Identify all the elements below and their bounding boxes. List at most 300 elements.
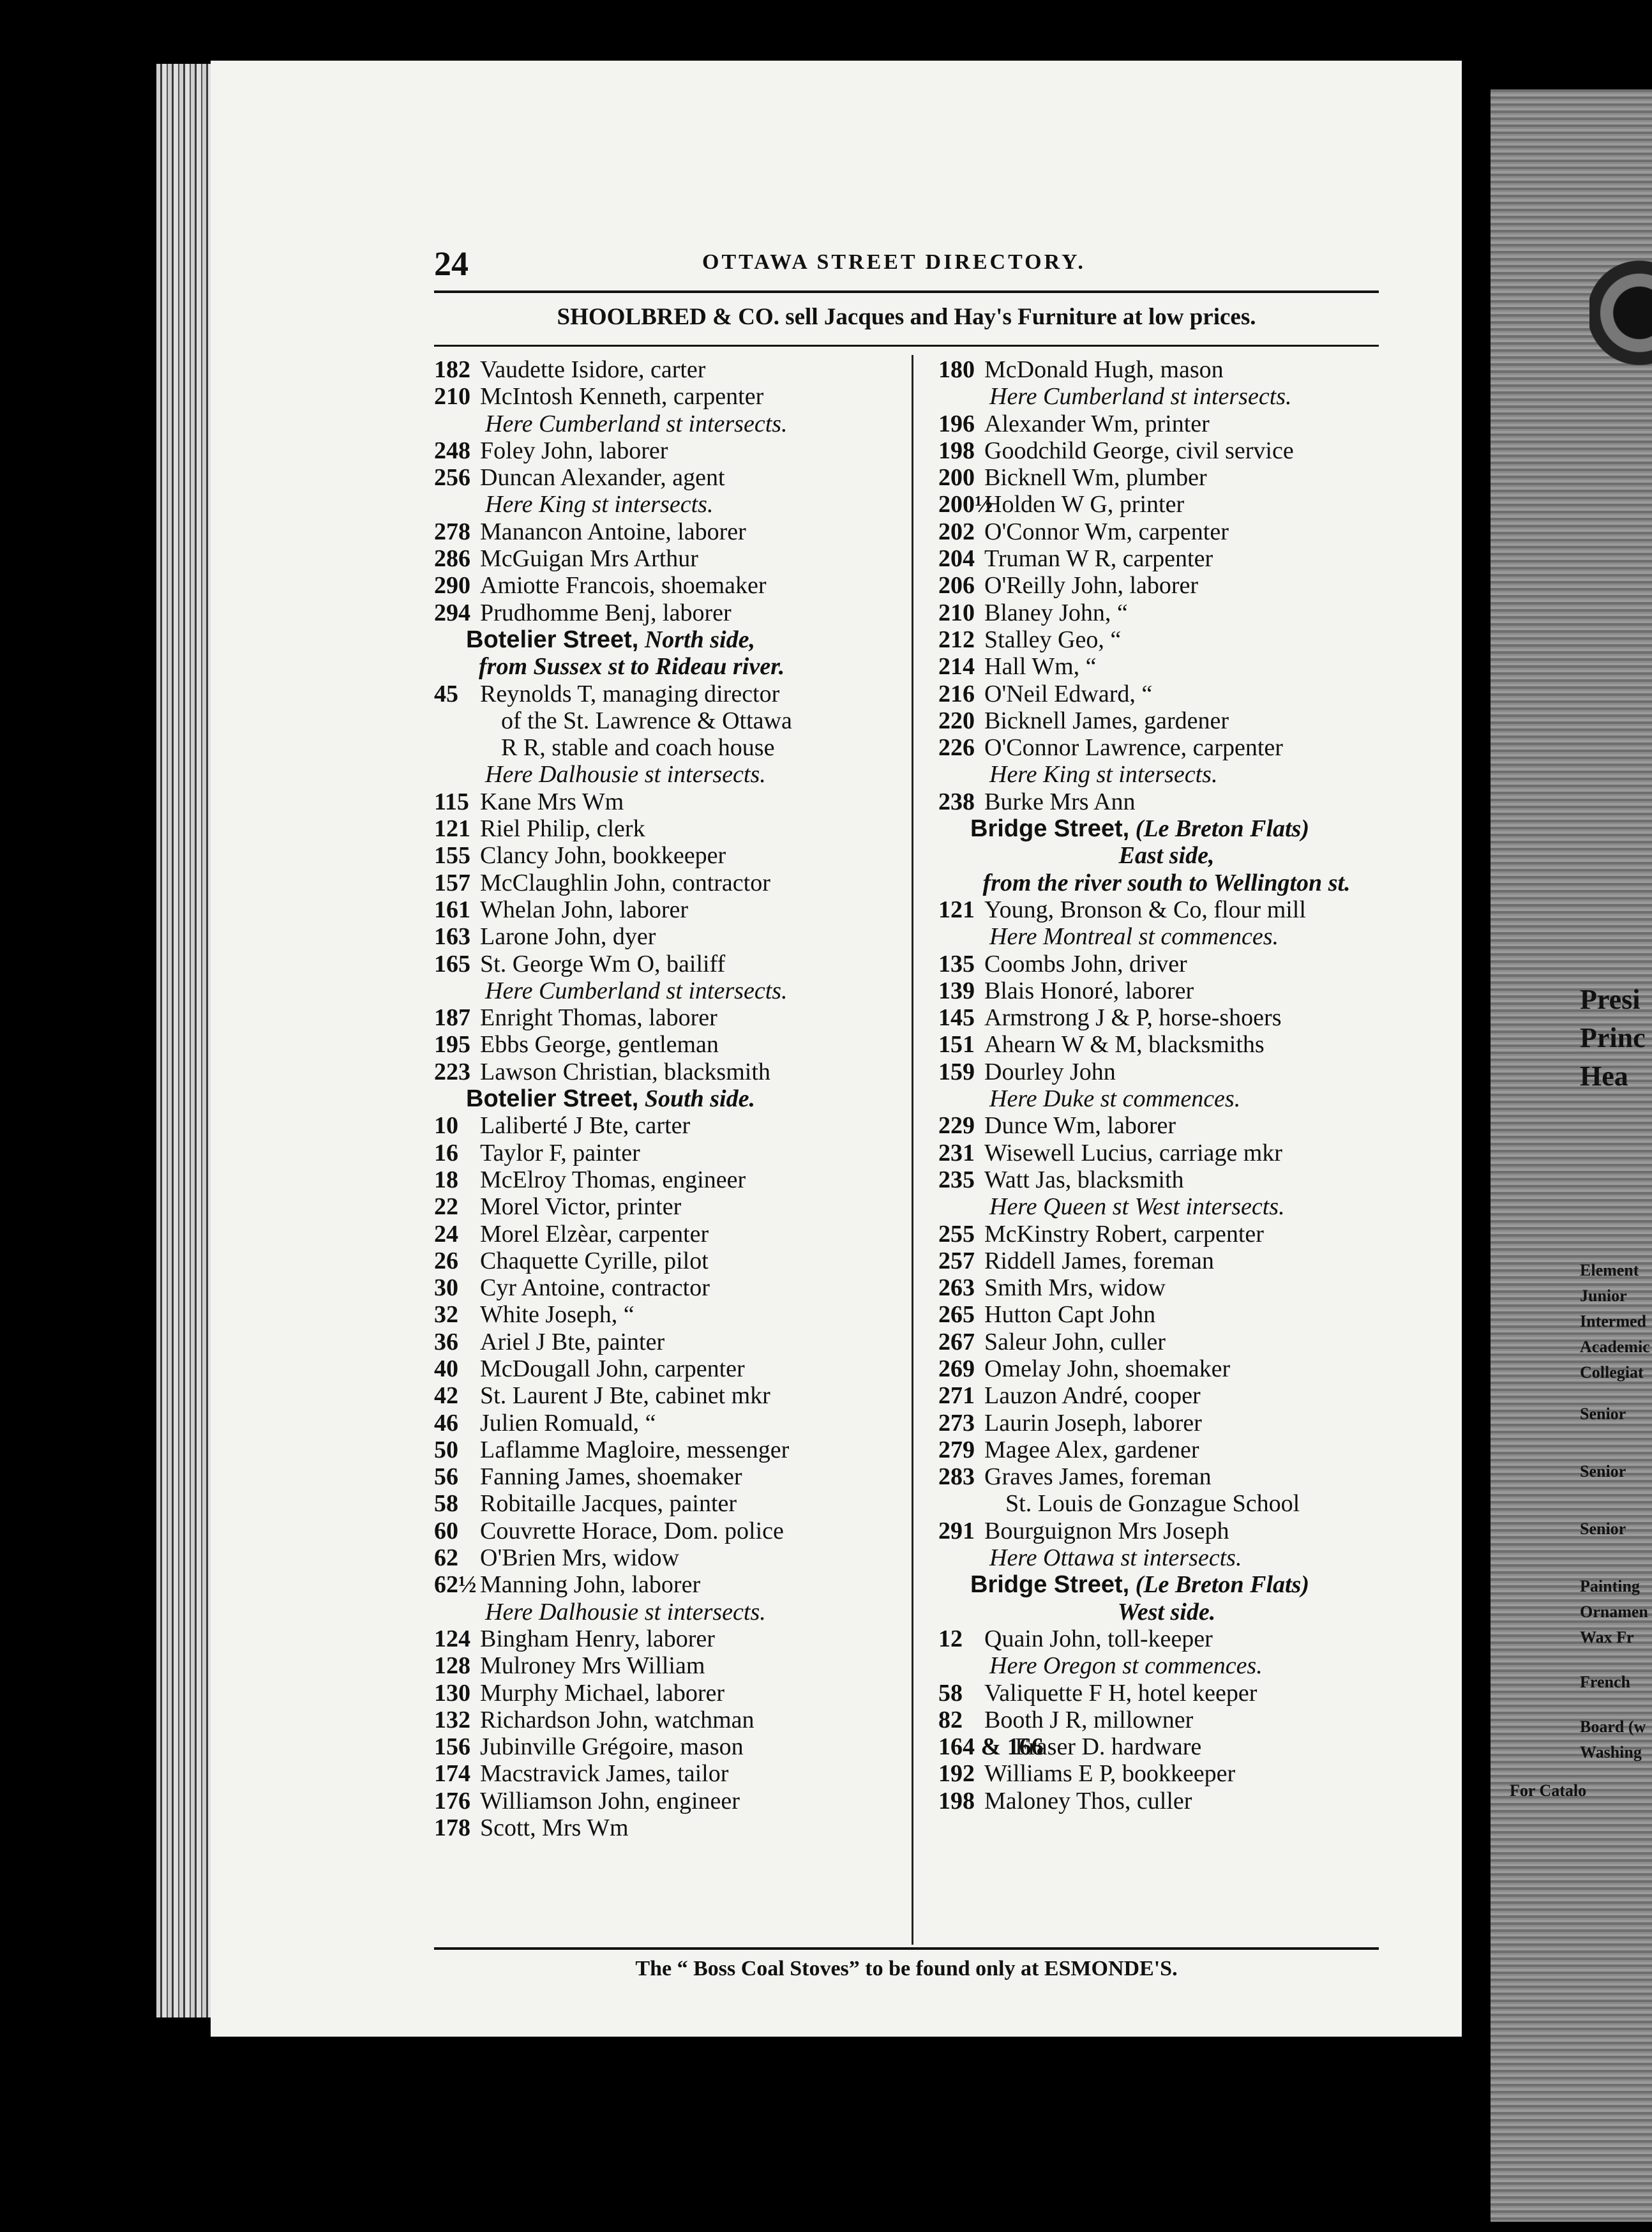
directory-entry [434,1680,906,1707]
intersection-note: Here King st intersects. [485,491,714,518]
house-number: 235 [938,1166,975,1193]
house-number: 128 [434,1652,470,1680]
resident-name: Dourley John [984,1058,1116,1085]
house-number: 58 [434,1490,458,1518]
resident-name: McClaughlin John, contractor [480,869,770,896]
house-number: 163 [434,923,470,951]
directory-entry [434,1382,906,1409]
house-number: 58 [938,1679,963,1707]
directory-entry [938,1301,1395,1328]
directory-entry [434,1436,906,1463]
house-number: 210 [434,383,470,411]
directory-entry [434,572,906,599]
directory-entry [938,1004,1395,1031]
resident-name: Hutton Capt John [984,1301,1156,1329]
house-number: 294 [434,599,470,626]
resident-name: Burke Mrs Ann [984,788,1136,815]
intersection-note: Here Montreal st commences. [989,923,1279,951]
house-number: 192 [938,1760,975,1788]
resident-name: Julien Romuald, “ [480,1409,656,1436]
resident-name: Chaquette Cyrille, pilot [480,1247,709,1274]
resident-name: Wisewell Lucius, carriage mkr [984,1139,1282,1166]
resident-name: Williams E P, bookkeeper [984,1760,1236,1788]
house-number: 36 [434,1328,458,1355]
adjacent-page-text: Senior [1580,1405,1626,1423]
street-name: Botelier Street, [466,1085,639,1113]
street-heading [938,1571,1395,1598]
resident-name: St. Laurent J Bte, cabinet mkr [480,1382,770,1410]
resident-name: Amiotte Francois, shoemaker [480,572,767,599]
adjacent-page-text: Senior [1580,1462,1626,1481]
intersection-note: Here Ottawa st intersects. [989,1544,1242,1572]
house-number: 115 [434,788,469,815]
house-number: 255 [938,1220,975,1248]
house-number: 223 [434,1058,470,1085]
street-subheading: West side. [1117,1598,1216,1625]
resident-name: Saleur John, culler [984,1328,1166,1355]
resident-name: Dunce Wm, laborer [984,1112,1176,1140]
street-side: South side. [644,1085,755,1113]
resident-name: McDougall John, carpenter [480,1355,745,1382]
column-divider [912,355,913,1945]
resident-name: McIntosh Kenneth, carpenter [480,383,764,411]
page-title: OTTAWA STREET DIRECTORY. [702,250,1086,274]
adjacent-page-text: For Catalo [1510,1781,1587,1800]
directory-entry [938,1059,1395,1085]
directory-entry [434,437,906,464]
resident-name: O'Reilly John, laborer [984,572,1199,599]
resident-name: Magee Alex, gardener [984,1436,1199,1463]
resident-name: Truman W R, carpenter [984,545,1213,573]
directory-entry [434,1544,906,1571]
resident-name: Holden W G, printer [984,491,1185,518]
directory-entry [434,1518,906,1544]
directory-entry [434,1140,906,1166]
resident-name: Riddell James, foreman [984,1247,1214,1274]
directory-entry [434,1814,906,1841]
house-number: 229 [938,1112,975,1140]
resident-name: Vaudette Isidore, carter [480,356,706,383]
directory-entry [938,599,1395,626]
house-number: 176 [434,1787,470,1814]
directory-entry [938,411,1395,437]
resident-name: Hall Wm, “ [984,653,1097,681]
resident-name: Young, Bronson & Co, flour mill [984,896,1306,923]
house-number: 10 [434,1112,458,1140]
intersection-note: Here Cumberland st intersects. [485,977,788,1004]
directory-entry [938,1733,1395,1760]
house-number: 40 [434,1355,458,1382]
resident-name: Richardson John, watchman [480,1706,755,1733]
resident-name: Maloney Thos, culler [984,1787,1192,1814]
house-number: 159 [938,1058,975,1085]
adjacent-page-text: Wax Fr [1580,1628,1634,1647]
resident-name: Prudhomme Benj, laborer [480,599,732,626]
intersection-note: Here Dalhousie st intersects. [485,1598,766,1625]
resident-name: Foley John, laborer [480,437,668,464]
house-number: 132 [434,1706,470,1733]
directory-entry [938,681,1395,707]
directory-entry [938,437,1395,464]
intersection-note: Here Oregon st commences. [989,1652,1263,1680]
resident-name: Mulroney Mrs William [480,1652,705,1680]
directory-entry [938,1410,1395,1436]
directory-entry [938,896,1395,923]
directory-entry [434,1193,906,1220]
adjacent-page [1491,89,1652,2222]
adjacent-page-text: Intermed [1580,1312,1646,1331]
entry-continuation: St. Louis de Gonzague School [1005,1490,1300,1518]
resident-name: Armstrong J & P, horse-shoers [984,1004,1282,1032]
directory-entry [434,923,906,950]
street-side: (Le Breton Flats) [1135,815,1309,843]
directory-entry [938,1031,1395,1058]
right-column [938,356,1395,1814]
directory-entry [434,1221,906,1248]
house-number: 82 [938,1706,963,1733]
directory-entry [434,815,906,842]
directory-entry [434,1410,906,1436]
resident-name: Jubinville Grégoire, mason [480,1733,744,1761]
directory-entry [938,1140,1395,1166]
directory-entry [434,599,906,626]
intersection-note: Here Queen st West intersects. [989,1193,1285,1221]
directory-entry [434,1004,906,1031]
directory-entry [434,681,906,707]
resident-name: Morel Elzèar, carpenter [480,1220,709,1248]
directory-entry [434,870,906,896]
resident-name: Whelan John, laborer [480,896,689,923]
directory-entry [938,951,1395,977]
resident-name: O'Connor Wm, carpenter [984,518,1229,545]
top-advertisement: SHOOLBRED & CO. sell Jacques and Hay's Furniture at low prices. [557,304,1256,330]
resident-name: Valiquette F H, hotel keeper [984,1679,1258,1707]
resident-name: Enright Thomas, laborer [480,1004,717,1032]
house-number: 263 [938,1274,975,1302]
banner-rule [434,345,1379,347]
house-number: 161 [434,896,470,923]
directory-entry [434,545,906,572]
directory-entry [434,896,906,923]
resident-name: McGuigan Mrs Arthur [480,545,698,573]
resident-name: Laliberté J Bte, carter [480,1112,691,1140]
resident-name: Booth J R, millowner [984,1706,1194,1733]
resident-name: Quain John, toll-keeper [984,1625,1213,1652]
directory-entry [938,977,1395,1004]
footer-rule [434,1947,1379,1950]
resident-name: Macstravick James, tailor [480,1760,729,1788]
directory-entry [434,842,906,869]
directory-entry [938,1788,1395,1814]
directory-entry [938,545,1395,572]
resident-name: McKinstry Robert, carpenter [984,1220,1264,1248]
resident-name: Kane Mrs Wm [480,788,624,815]
house-number: 45 [434,680,458,707]
house-number: 157 [434,869,470,896]
resident-name: Larone John, dyer [480,923,656,951]
directory-entry [938,356,1395,383]
resident-name: Duncan Alexander, agent [480,464,725,492]
resident-name: Laflamme Magloire, messenger [480,1436,790,1463]
house-number: 187 [434,1004,470,1032]
house-number: 267 [938,1328,975,1355]
house-number: 269 [938,1355,975,1382]
directory-entry [434,1788,906,1814]
house-number: 124 [434,1625,470,1652]
resident-name: Manning John, laborer [480,1571,701,1599]
house-number: 12 [938,1625,963,1652]
street-side: (Le Breton Flats) [1135,1571,1309,1599]
street-name: Botelier Street, [466,626,639,653]
directory-entry [938,1436,1395,1463]
house-number: 226 [938,734,975,762]
house-number: 62 [434,1544,458,1572]
directory-entry [434,383,906,410]
house-number: 151 [938,1031,975,1059]
house-number: 271 [938,1382,975,1410]
directory-entry [434,1760,906,1787]
house-number: 46 [434,1409,458,1436]
bottom-advertisement: The “ Boss Coal Stoves” to be found only at ESMONDE'S. [635,1957,1178,1980]
directory-entry [938,464,1395,491]
resident-name: Lauzon André, cooper [984,1382,1201,1410]
adjacent-page-text: Senior [1580,1519,1626,1538]
house-number: 198 [938,437,975,464]
resident-name: Fanning James, shoemaker [480,1463,742,1491]
directory-entry [434,1329,906,1355]
adjacent-page-text: Element [1580,1261,1639,1279]
house-number: 130 [434,1679,470,1707]
house-number: 286 [434,545,470,573]
resident-name: Riel Philip, clerk [480,815,645,843]
house-number: 290 [434,572,470,599]
adjacent-page-text: Academic [1580,1338,1650,1356]
directory-entry [434,1355,906,1382]
page-header [434,244,1379,282]
resident-name: Fraser D. hardware [1015,1733,1202,1761]
directory-entry [938,1518,1395,1544]
adjacent-page-text: Washing [1580,1743,1642,1761]
adjacent-page-text: Princ [1580,1022,1646,1053]
house-number: 206 [938,572,975,599]
house-number: 283 [938,1463,975,1491]
resident-name: Bicknell James, gardener [984,707,1229,734]
resident-name: Williamson John, engineer [480,1787,740,1814]
house-number: 24 [434,1220,458,1248]
directory-entry [938,734,1395,761]
house-number: 200 [938,464,975,492]
resident-name: McElroy Thomas, engineer [480,1166,746,1193]
house-number: 216 [938,680,975,707]
house-number: 42 [434,1382,458,1410]
directory-entry [434,1112,906,1139]
directory-entry [938,1382,1395,1409]
directory-entry [938,518,1395,545]
resident-name: Taylor F, painter [480,1139,640,1166]
directory-entry [938,1625,1395,1652]
left-column [434,356,906,1841]
directory-entry [434,518,906,545]
directory-entry [434,788,906,815]
resident-name: Graves James, foreman [984,1463,1212,1491]
directory-entry [434,1248,906,1274]
house-number: 180 [938,356,975,383]
house-number: 62½ [434,1571,477,1599]
house-number: 182 [434,356,470,383]
resident-name: Goodchild George, civil service [984,437,1294,464]
directory-entry [434,1625,906,1652]
house-number: 16 [434,1139,458,1166]
entry-continuation: R R, stable and coach house [501,734,775,762]
intersection-note: Here Cumberland st intersects. [989,383,1292,411]
house-number: 156 [434,1733,470,1761]
street-subheading: from the river south to Wellington st. [982,869,1351,896]
directory-entry [434,1274,906,1301]
resident-name: O'Connor Lawrence, carpenter [984,734,1283,762]
resident-name: Scott, Mrs Wm [480,1814,629,1842]
house-number: 210 [938,599,975,626]
house-number: 279 [938,1436,975,1463]
adjacent-page-text: Ornamen [1580,1602,1648,1621]
house-number: 273 [938,1409,975,1436]
house-number: 265 [938,1301,975,1329]
resident-name: Bicknell Wm, plumber [984,464,1207,492]
adjacent-page-text: Hea [1580,1060,1628,1092]
adjacent-page-text: French [1580,1673,1630,1691]
adjacent-page-text: Collegiat [1580,1363,1644,1382]
resident-name: Ahearn W & M, blacksmiths [984,1031,1265,1059]
house-number: 202 [938,518,975,545]
house-number: 121 [434,815,470,843]
house-number: 22 [434,1193,458,1221]
house-number: 155 [434,842,470,870]
directory-entry [434,1166,906,1193]
resident-name: Murphy Michael, laborer [480,1679,725,1707]
house-number: 231 [938,1139,975,1166]
intersection-note: Here King st intersects. [989,761,1218,788]
intersection-note: Here Cumberland st intersects. [485,410,788,437]
house-number: 248 [434,437,470,464]
directory-entry [938,788,1395,815]
directory-entry [938,1274,1395,1301]
resident-name: Manancon Antoine, laborer [480,518,746,545]
directory-entry [434,1059,906,1085]
ornament-icon [1589,243,1652,383]
directory-entry [938,653,1395,680]
resident-name: O'Brien Mrs, widow [480,1544,679,1572]
resident-name: Watt Jas, blacksmith [984,1166,1184,1193]
page-edge-stack [156,64,217,2017]
resident-name: Ariel J Bte, painter [480,1328,665,1355]
house-number: 60 [434,1517,458,1544]
house-number: 135 [938,950,975,977]
resident-name: Bingham Henry, laborer [480,1625,715,1652]
directory-entry [434,1571,906,1598]
resident-name: Coombs John, driver [984,950,1187,977]
resident-name: Blais Honoré, laborer [984,977,1194,1004]
directory-entry [938,1760,1395,1787]
directory-entry [434,1463,906,1490]
resident-name: Ebbs George, gentleman [480,1031,719,1059]
house-number: 18 [434,1166,458,1193]
directory-entry [938,1248,1395,1274]
house-number: 121 [938,896,975,923]
house-number: 195 [434,1031,470,1059]
adjacent-page-text: Junior [1580,1286,1627,1305]
directory-entry [434,951,906,977]
house-number: 26 [434,1247,458,1274]
resident-name: McDonald Hugh, mason [984,356,1224,383]
street-range: from Sussex st to Rideau river. [479,653,785,681]
adjacent-page-text: Painting [1580,1577,1640,1595]
house-number: 139 [938,977,975,1004]
directory-entry [938,1221,1395,1248]
resident-name: Reynolds T, managing director [480,680,780,707]
resident-name: Robitaille Jacques, painter [480,1490,737,1518]
resident-name: O'Neil Edward, “ [984,680,1153,707]
resident-name: St. George Wm O, bailiff [480,950,726,977]
resident-name: Morel Victor, printer [480,1193,682,1221]
directory-entry [938,626,1395,653]
adjacent-page-text: Presi [1580,984,1641,1015]
house-number: 165 [434,950,470,977]
street-heading [938,815,1395,842]
resident-name: Lawson Christian, blacksmith [480,1058,770,1085]
directory-entry [434,1031,906,1058]
house-number: 214 [938,653,975,681]
house-number: 291 [938,1517,975,1544]
directory-entry [938,1680,1395,1707]
resident-name: Smith Mrs, widow [984,1274,1166,1302]
directory-entry [938,572,1395,599]
house-number: 32 [434,1301,458,1329]
intersection-note: Here Duke st commences. [989,1085,1241,1113]
resident-name: Stalley Geo, “ [984,626,1122,653]
street-side: North side, [644,626,755,653]
street-name: Bridge Street, [970,1571,1130,1599]
adjacent-page-text: Board (w [1580,1717,1646,1736]
street-heading [434,626,906,653]
house-number: 198 [938,1787,975,1814]
directory-entry [938,1166,1395,1193]
house-number: 178 [434,1814,470,1842]
house-number: 30 [434,1274,458,1302]
directory-entry [434,1490,906,1517]
house-number: 204 [938,545,975,573]
house-number: 212 [938,626,975,653]
house-number: 164 & 166 [938,1733,1044,1761]
directory-entry [434,1707,906,1733]
street-name: Bridge Street, [970,815,1130,843]
house-number: 50 [434,1436,458,1463]
directory-entry [938,1112,1395,1139]
resident-name: Blaney John, “ [984,599,1128,626]
house-number: 56 [434,1463,458,1491]
house-number: 257 [938,1247,975,1274]
directory-entry [938,1463,1395,1490]
intersection-note: Here Dalhousie st intersects. [485,761,766,788]
resident-name: Omelay John, shoemaker [984,1355,1231,1382]
resident-name: Bourguignon Mrs Joseph [984,1517,1229,1544]
directory-entry [938,1707,1395,1733]
header-rule [434,290,1379,293]
directory-entry [434,1652,906,1679]
street-subheading: East side, [1118,842,1215,870]
resident-name: Alexander Wm, printer [984,410,1210,437]
resident-name: Couvrette Horace, Dom. police [480,1517,784,1544]
directory-entry [938,491,1395,518]
house-number: 200½ [938,491,993,518]
